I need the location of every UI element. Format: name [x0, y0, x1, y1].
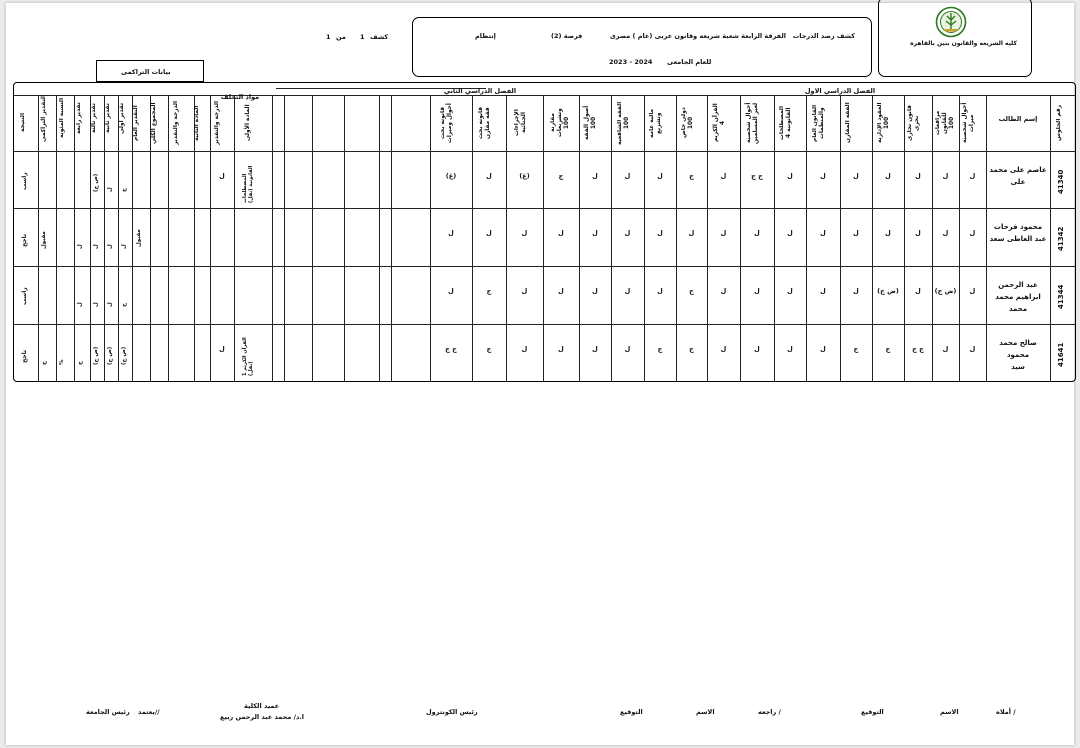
- academic-year-label: للعام الجامعى: [667, 58, 712, 66]
- college-logo-box: [878, 0, 1032, 77]
- cumulative-cell: ج: [121, 303, 127, 307]
- grade-department: الفرقة الرابعة شعبة شريعه وقانون عربى (عام ) مصرى: [609, 32, 786, 40]
- dean-title: عميد الكلية: [244, 702, 280, 710]
- grade-cell: ل: [720, 344, 727, 353]
- row-separator-1: [14, 266, 1075, 267]
- result-header: النتيجة: [20, 113, 26, 133]
- seat-number-header: رقم الجلوس: [1056, 104, 1062, 142]
- result-cell: راسب: [21, 171, 28, 190]
- subject-header-6: القانون العام والمنظمات: [812, 104, 825, 142]
- column-line-15: [543, 95, 544, 381]
- seat-number: 41344: [1057, 284, 1065, 309]
- column-line-11: [676, 95, 677, 381]
- grade-cell: ل: [624, 171, 631, 180]
- grade-cell: ل: [521, 287, 528, 295]
- grade-cell: (ض ج): [934, 287, 957, 295]
- cumulative-cell: ل: [107, 302, 113, 307]
- grade-cell: ج: [486, 287, 492, 295]
- student-name: عبد الرحمن ابراهيم محمد محمد: [995, 281, 1041, 313]
- carry-header-5: المجموع الكلي: [151, 102, 157, 144]
- subject-header-2: مرافعات للقانون 100: [934, 110, 955, 136]
- grade-cell: ل: [885, 171, 891, 180]
- student-name-header: إسم الطالب: [998, 115, 1038, 123]
- column-line-0: [1050, 95, 1051, 381]
- carry-grade-cell: ل: [219, 171, 225, 180]
- cumulative-header-2: تقدير ثانية: [105, 103, 111, 133]
- column-line-8: [774, 95, 775, 381]
- cumulative-header-4: تقدير رابعة: [76, 102, 82, 134]
- term-2-title: الفصل الدراسي الثاني: [443, 87, 517, 95]
- grade-cell: ل: [720, 171, 727, 180]
- subject-header-10: دولى خاص 100: [680, 107, 694, 139]
- result-cell: ناجح: [21, 349, 28, 363]
- grade-cell: ل: [624, 229, 631, 237]
- carry-subject-cell: القرآن الكريم 1 (نقل): [242, 337, 254, 376]
- cumulative-cell: ل: [121, 244, 127, 249]
- result-cell: راسب: [21, 287, 28, 305]
- cumulative-cell: (ض ج): [121, 346, 127, 365]
- university-president-label: رئيس الجامعة: [86, 708, 130, 716]
- grade-cell: ل: [820, 171, 826, 180]
- carry-grade-cell: ل: [219, 344, 225, 353]
- name-1-label: الاسم: [940, 708, 959, 716]
- carry-subjects-title: مواد التخلف: [220, 93, 260, 101]
- cumulative-cell: (ض ج): [93, 346, 99, 365]
- cumulative-header-6: التقدير التراكمى: [41, 94, 47, 142]
- student-name: محمود فرحات عبد العاطى سعد: [989, 223, 1047, 243]
- grade-cell: ل: [486, 171, 492, 180]
- grade-cell: ل: [448, 287, 454, 295]
- grade-cell: ل: [657, 171, 663, 180]
- column-line-24: [272, 95, 273, 381]
- control-head-label: رئيس الكونترول: [426, 708, 478, 716]
- carry-subject-cell: [242, 274, 262, 318]
- grade-cell: ل: [754, 229, 760, 237]
- grade-cell: ل: [787, 171, 793, 180]
- carry-header-3: المادة الثانية: [194, 105, 200, 141]
- row-separator-0: [14, 208, 1075, 209]
- carry-header-2: الدرجة والتقدير: [214, 101, 220, 145]
- carry-header-1: المادة الأولى: [245, 104, 251, 142]
- subject-header-17: قانونه بحث أحوال وميراث: [440, 103, 453, 143]
- column-line-22: [312, 95, 313, 381]
- subject-header-9: القرآن الكريم 4: [712, 103, 726, 143]
- grade-cell: ل: [720, 229, 727, 237]
- cumulative-cell: ل: [93, 244, 99, 249]
- grade-cell: ل: [558, 287, 564, 295]
- cumulative-cell: (ض ج): [93, 173, 99, 192]
- grade-cell: ج: [486, 344, 492, 353]
- cumulative-cell: ل: [77, 244, 83, 249]
- subject-header-7: المصطلحات القانونية 4: [779, 106, 792, 140]
- grade-cell: ج: [689, 287, 694, 295]
- grade-cell: ج: [853, 344, 859, 353]
- grade-cell: ل: [942, 171, 949, 180]
- column-line-28: [168, 95, 169, 381]
- cumulative-cell: ل: [77, 302, 83, 307]
- grade-cell: ل: [915, 287, 921, 295]
- seat-number: 41342: [1057, 226, 1065, 251]
- title-box: [412, 17, 872, 77]
- grade-cell: ج: [657, 344, 663, 353]
- grade-cell: ل: [558, 229, 564, 237]
- column-line-4: [904, 95, 905, 381]
- grade-cell: ل: [754, 344, 760, 353]
- column-line-5: [872, 95, 873, 381]
- grade-cell: ل: [853, 171, 859, 180]
- grade-cell: ل: [969, 287, 976, 295]
- column-line-20: [379, 95, 380, 381]
- grade-cell: ل: [624, 344, 631, 353]
- cumulative-cell: ل: [93, 302, 99, 307]
- column-line-6: [840, 95, 841, 381]
- column-line-14: [579, 95, 580, 381]
- carry-header-6: التقدير العام: [133, 105, 139, 141]
- overall-grade-cell: مقبول: [136, 229, 142, 247]
- exam-session: (فرصة (2: [551, 32, 583, 40]
- column-line-9: [740, 95, 741, 381]
- cumulative-header-5: النسبة المئوية: [59, 97, 65, 139]
- grade-cell: ج ج: [912, 344, 924, 353]
- subject-header-8: أحوال شخصية لغير المسلمين: [746, 102, 759, 144]
- column-line-17: [472, 95, 473, 381]
- grade-cell: ل: [820, 287, 826, 295]
- cumulative-data-box: [96, 60, 204, 82]
- grade-cell: ل: [969, 344, 976, 353]
- grade-cell: ل: [787, 287, 793, 295]
- row-separator-2: [14, 324, 1075, 325]
- grade-cell: ل: [885, 229, 891, 237]
- carry-subject-cell: [242, 216, 262, 260]
- form-number-value: 1: [360, 33, 365, 41]
- subject-header-15: الإجراءات الجنائية: [513, 109, 527, 137]
- cumulative-cell: ج: [77, 360, 83, 365]
- column-line-25: [234, 95, 235, 381]
- subject-header-11: مالية عامة وتشريع: [649, 108, 662, 138]
- grade-cell: ل: [853, 287, 859, 295]
- college-logo-icon: [935, 6, 967, 38]
- page-of-label: من: [336, 33, 346, 41]
- grade-cell: ل: [448, 229, 454, 237]
- column-line-21: [344, 95, 345, 381]
- column-line-12: [644, 95, 645, 381]
- column-line-2: [959, 95, 960, 381]
- grade-cell: (غ): [519, 171, 530, 180]
- grade-cell: ل: [915, 171, 921, 180]
- subject-header-1: أحوال شخصية ميراث: [961, 102, 975, 144]
- grade-cell: ل: [820, 229, 826, 237]
- study-mode: إنتظام: [475, 32, 496, 40]
- cumulative-header-1: تقدير اولى: [119, 102, 125, 134]
- grade-cell: ل: [657, 287, 663, 295]
- cumulative-cell: مقبول: [41, 231, 47, 249]
- column-line-34: [74, 95, 75, 381]
- column-line-26: [210, 95, 211, 381]
- grade-cell: ل: [942, 229, 949, 237]
- grade-cell: ج ج: [751, 171, 763, 180]
- student-name: عاصم على محمد على: [989, 165, 1047, 186]
- seat-number: 41340: [1057, 169, 1065, 194]
- column-line-16: [506, 95, 507, 381]
- subject-header-14: مقارنة وتشريعات 100: [550, 108, 570, 138]
- carry-subject-cell: المصطلحات القانونية (نقل): [242, 165, 254, 203]
- grade-cell: ل: [820, 344, 826, 353]
- cumulative-data-label: بيانات التراكمى: [121, 68, 171, 76]
- grade-cell: (ض ج): [877, 287, 899, 295]
- column-line-19: [391, 95, 392, 381]
- grade-cell: ل: [592, 344, 598, 353]
- sheet-title: كشف رصد الدرجات: [792, 32, 855, 40]
- grade-cell: ل: [754, 287, 760, 295]
- column-line-3: [932, 95, 933, 381]
- grade-cell: ل: [787, 229, 793, 237]
- cumulative-cell: ل: [107, 186, 113, 192]
- column-line-7: [806, 95, 807, 381]
- term-1-title: الفصل الدراسي الاول: [804, 87, 876, 95]
- reviewed-by: راجعه /: [758, 708, 781, 716]
- cumulative-header-3: تقدير ثالثة: [91, 103, 97, 133]
- form-number-label: كشف: [370, 33, 389, 41]
- name-2-label: الاسم: [696, 708, 715, 716]
- grade-cell: ل: [853, 229, 859, 237]
- cumulative-cell: ج: [41, 360, 47, 365]
- dictated-by: أملاه /: [996, 708, 1016, 716]
- grade-cell: ل: [521, 229, 528, 237]
- column-line-10: [707, 95, 708, 381]
- grade-cell: ل: [624, 287, 631, 295]
- subject-header-3: قانون تجارى بحرى: [907, 105, 920, 141]
- carry-header-4: الدرجة والتقدير: [173, 101, 179, 145]
- grade-cell: ل: [969, 171, 976, 180]
- column-line-1: [986, 95, 987, 381]
- grade-cell: ل: [787, 344, 793, 353]
- grade-cell: ل: [558, 344, 564, 353]
- subject-header-5: الفقه المقارن: [845, 102, 851, 144]
- column-line-35: [56, 95, 57, 381]
- dean-name: ا.د/ محمد عبد الرحمن ربيع: [220, 713, 305, 721]
- result-cell: ناجح: [21, 233, 28, 247]
- grade-cell: ج: [689, 344, 694, 353]
- cumulative-cell: ل: [107, 244, 113, 249]
- row-separator-3: [14, 381, 1075, 382]
- subject-header-12: الفقه الشافعية 100: [616, 101, 630, 145]
- grade-cell: ل: [942, 344, 949, 353]
- college-name: كليه الشريعه والقانون بنين بالقاهره: [910, 40, 1017, 47]
- grade-cell: ل: [592, 287, 598, 295]
- grade-cell: ج ج: [445, 344, 457, 353]
- grade-cell: ج: [558, 171, 564, 180]
- page-of-value: 1: [326, 33, 331, 41]
- grade-cell: ل: [969, 229, 976, 237]
- grade-cell: ج: [885, 344, 891, 353]
- cumulative-cell: (ض ج): [107, 346, 113, 365]
- grade-cell: ل: [657, 229, 663, 237]
- column-line-13: [611, 95, 612, 381]
- subject-header-16: قانونه بحث فقه مقارن: [478, 107, 491, 139]
- grades-table: [13, 82, 1076, 382]
- grade-cell: ل: [720, 287, 727, 295]
- signature-1-label: التوقيع: [861, 708, 884, 716]
- subject-header-13: أصول الفقه 100: [584, 105, 597, 141]
- column-line-23: [284, 95, 285, 381]
- header-bottom-line: [14, 151, 1075, 152]
- grade-cell: (غ): [445, 171, 457, 180]
- grade-sheet: [6, 3, 1074, 745]
- student-name: صالح محمد محمود سيد: [999, 338, 1037, 371]
- subject-header-4: العقود الإدارية 100: [877, 102, 890, 144]
- grade-cell: ج: [689, 171, 694, 180]
- grade-cell: ل: [486, 229, 492, 237]
- header-top-line: [14, 95, 1075, 96]
- column-line-18: [430, 95, 431, 381]
- seat-number: 41641: [1057, 342, 1065, 367]
- cumulative-cell: ج: [121, 187, 127, 192]
- cumulative-cell: %: [59, 358, 65, 365]
- signature-2-label: التوقيع: [620, 708, 643, 716]
- grade-cell: ل: [592, 171, 598, 180]
- grade-cell: ل: [521, 344, 528, 353]
- academic-year-value: 2023 - 2024: [609, 58, 653, 66]
- grade-cell: ل: [688, 229, 695, 237]
- grade-cell: ل: [592, 229, 598, 237]
- grade-cell: ل: [915, 229, 921, 237]
- column-line-36: [38, 95, 39, 381]
- approve-label: يعتمد//: [138, 708, 160, 716]
